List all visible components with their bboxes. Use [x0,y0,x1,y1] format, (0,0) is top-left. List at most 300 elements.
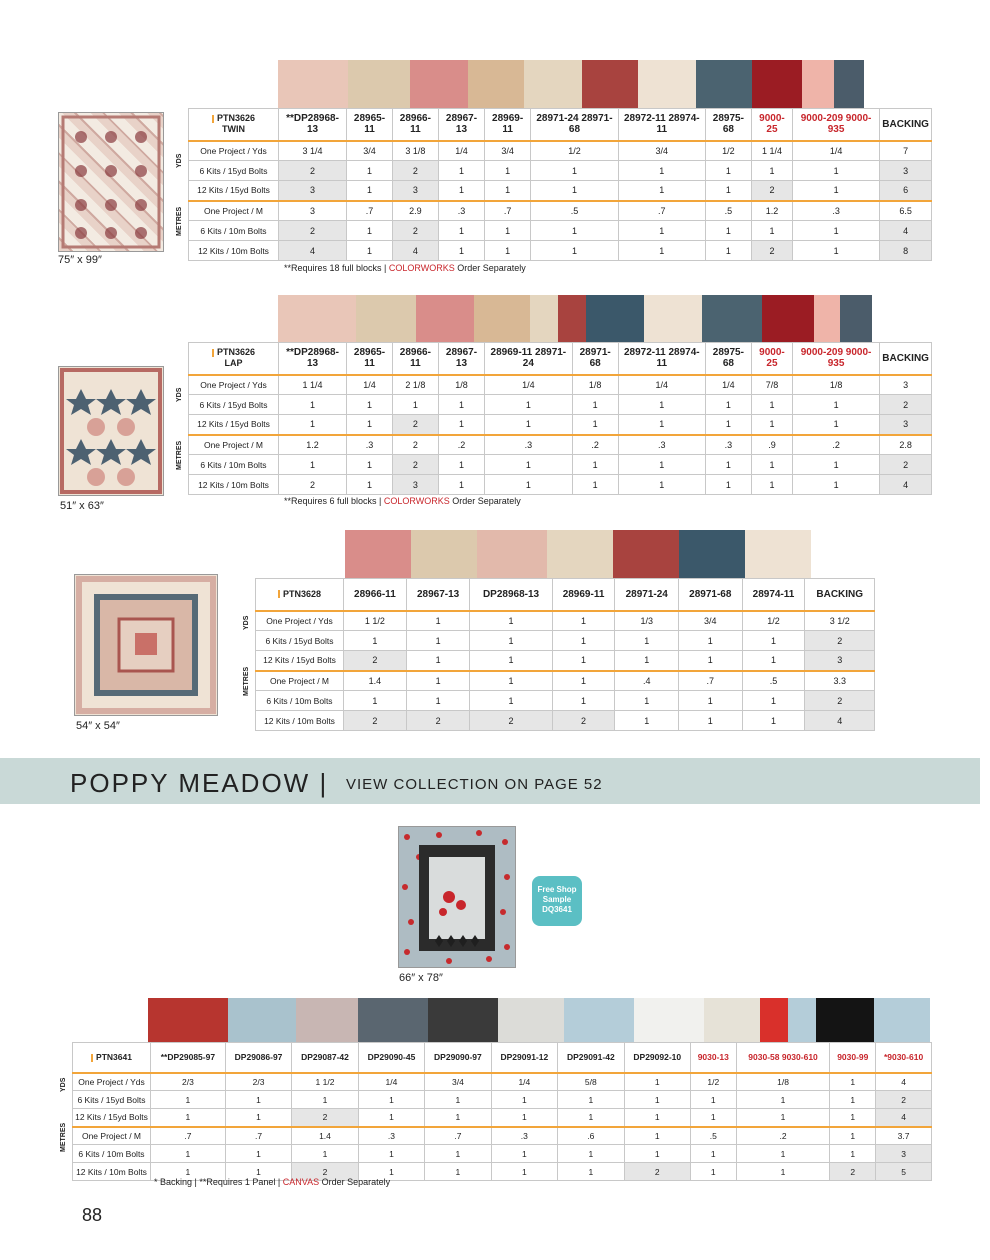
table-cell: .7 [425,1127,491,1145]
table-cell: 1 [618,241,705,261]
table-cell: 1 [485,241,531,261]
table-cell: 1 [485,181,531,201]
table-cell: 2 [624,1163,690,1181]
pattern-marker-icon [91,1054,93,1062]
row-label: 6 Kits / 15yd Bolts [189,395,279,415]
table-row [189,181,932,201]
table-cell: 1/2 [742,611,805,631]
table-cell: 1 [752,161,793,181]
table-cell: 1 [624,1145,690,1163]
table-cell: 3 1/8 [392,141,438,161]
metres-label: METRES [176,206,183,236]
fabric-column-header: 28966-11 [392,109,438,141]
metres-label: METRES [60,1122,67,1152]
fabric-column-header: BACKING [805,579,875,611]
table-cell: 1 [485,395,572,415]
table-row [256,671,875,691]
table-cell: 1 [347,395,393,415]
table-cell: 6 [880,181,932,201]
table-cell: 1 [425,1163,491,1181]
table-cell: 1 [279,455,347,475]
fabric-column-header: 28971-24 [615,579,679,611]
table-cell: 1 [618,221,705,241]
row-label: 6 Kits / 10m Bolts [73,1145,151,1163]
table-cell: 1 [438,395,484,415]
table-row [189,475,932,495]
table-cell: 1 [705,161,751,181]
table-cell: 2 [876,1091,932,1109]
table-cell: 2 [344,711,407,731]
table-cell: 1/4 [705,375,751,395]
yardage-table-lap [188,342,932,495]
table-cell: 3 [805,651,875,671]
table-cell: 1 [531,241,619,261]
fabric-column-header: DP29091-42 [558,1043,624,1073]
table-cell: 1 [618,161,705,181]
collection-title: POPPY MEADOW | [70,768,329,798]
table-cell: 3/4 [347,141,393,161]
table-cell: 1 [679,651,743,671]
table-cell: 1/8 [572,375,618,395]
table-cell: 1 [705,395,751,415]
table-cell: 1 [438,181,484,201]
table-cell: 1 [792,475,879,495]
yds-label: YDS [176,153,183,168]
table-cell: 1 [792,241,879,261]
fabric-swatches [278,60,864,108]
table-cell: 1 [552,651,615,671]
table-cell: 1 [705,415,751,435]
metres-label: METRES [176,440,183,470]
fabric-column-header: 28965-11 [347,343,393,375]
table-row [189,201,932,221]
row-label: One Project / M [73,1127,151,1145]
table-cell: 1 [531,161,619,181]
yds-label: YDS [176,387,183,402]
table-cell: 1 [470,611,552,631]
fabric-column-header: 28972-11 28974-11 [618,343,705,375]
table-cell: .6 [558,1127,624,1145]
row-label: 12 Kits / 15yd Bolts [73,1109,151,1127]
pattern-marker-icon [278,590,280,598]
table-cell: 7 [880,141,932,161]
table-cell: 1/4 [485,375,572,395]
fabric-column-header: 9000-209 9000-935 [792,343,879,375]
table-cell: 1 [679,711,743,731]
pattern-code: PTN3641 [73,1043,151,1073]
quilt-image-twin [58,112,164,252]
table-cell: 1 [792,181,879,201]
table-cell: 1 [151,1109,226,1127]
table-cell: .3 [705,435,751,455]
table-cell: 1 [679,691,743,711]
collection-page-link[interactable]: VIEW COLLECTION ON PAGE 52 [346,776,603,793]
table-cell: 1 [618,455,705,475]
pattern-code: PTN3626 TWIN [189,109,279,141]
row-label: 12 Kits / 10m Bolts [256,711,344,731]
table-cell: 1 [406,671,470,691]
table-row [189,241,932,261]
row-label: 6 Kits / 10m Bolts [189,455,279,475]
table-cell: 1 [438,161,484,181]
table-cell: 1/4 [491,1073,557,1091]
table-cell: 1 1/4 [279,375,347,395]
table-cell: 2 [752,181,793,201]
table-cell: 1 [406,611,470,631]
table-cell: 1 [347,161,393,181]
table-cell: .3 [792,201,879,221]
table-cell: 1 [485,455,572,475]
table-cell: 1 [485,221,531,241]
table-cell: 1 [292,1145,358,1163]
fabric-column-header: 28971-24 28971-68 [531,109,619,141]
table-cell: .3 [491,1127,557,1145]
table-cell: 2 [552,711,615,731]
table-cell: 1 [347,181,393,201]
quilt-size: 66″ x 78″ [399,972,443,984]
table-cell: 1 [406,651,470,671]
quilt-size: 51″ x 63″ [60,500,104,512]
table-cell: 1 [752,395,793,415]
fabric-column-header: 28967-13 [438,343,484,375]
pattern-marker-icon [212,115,214,123]
table-cell: 1 [347,475,393,495]
fabric-column-header: **DP28968-13 [279,109,347,141]
table-cell: 1 [618,475,705,495]
table-cell: 3 [392,475,438,495]
table-cell: 2 [470,711,552,731]
table-cell: 2 [392,415,438,435]
row-label: One Project / M [189,435,279,455]
table-cell: 1 [752,455,793,475]
table-cell: 1 [830,1127,876,1145]
fabric-column-header: *9030-610 [876,1043,932,1073]
table-cell: 1 1/2 [344,611,407,631]
table-cell: 1/2 [705,141,751,161]
row-label: One Project / Yds [73,1073,151,1091]
table-cell: 5/8 [558,1073,624,1091]
row-label: 6 Kits / 15yd Bolts [73,1091,151,1109]
table-row [189,395,932,415]
quilt-size: 54″ x 54″ [76,720,120,732]
row-label: 12 Kits / 10m Bolts [189,475,279,495]
table-cell: .2 [438,435,484,455]
table-cell: 1 [690,1145,736,1163]
table-note: **Requires 6 full blocks | COLORWORKS Order Separately [284,496,521,506]
pattern-code: PTN3628 [256,579,344,611]
fabric-column-header: 28972-11 28974-11 [618,109,705,141]
table-cell: .5 [690,1127,736,1145]
table-cell: 1 [470,691,552,711]
table-cell: 1 [552,671,615,691]
table-cell: 1 [470,631,552,651]
table-cell: 2 [880,455,932,475]
table-cell: 6.5 [880,201,932,221]
table-cell: 1 [438,455,484,475]
table-cell: 1 [225,1091,291,1109]
table-cell: 1 [679,631,743,651]
fabric-column-header: DP29086-97 [225,1043,291,1073]
table-cell: 3 1/4 [279,141,347,161]
table-cell: 3 [880,375,932,395]
table-cell: 1 [736,1091,830,1109]
fabric-column-header: 28971-68 [679,579,743,611]
table-cell: 8 [880,241,932,261]
table-cell: 4 [880,221,932,241]
table-cell: 1 [279,415,347,435]
table-cell: 1 [558,1091,624,1109]
fabric-column-header: DP29090-97 [425,1043,491,1073]
table-row [189,455,932,475]
table-cell: 1 [438,415,484,435]
fabric-column-header: 28971-68 [572,343,618,375]
fabric-column-header: DP29090-45 [358,1043,424,1073]
table-cell: 1 [736,1145,830,1163]
quilt-size: 75″ x 99″ [58,254,102,266]
quilt-image-ptn3641 [398,826,516,968]
table-cell: 1 [572,395,618,415]
table-cell: 1/3 [615,611,679,631]
table-cell: 1 [618,415,705,435]
table-cell: 3/4 [618,141,705,161]
table-cell: 1 [742,631,805,651]
table-cell: 1 [752,415,793,435]
table-cell: 1 1/2 [292,1073,358,1091]
table-cell: .7 [485,201,531,221]
table-cell: 1 [830,1091,876,1109]
table-cell: 1 [491,1109,557,1127]
table-cell: 1 [425,1109,491,1127]
table-cell: 1 [406,691,470,711]
table-cell: 1 [485,161,531,181]
table-cell: 1/8 [438,375,484,395]
table-cell: 1 [292,1091,358,1109]
table-cell: 1 [151,1163,226,1181]
table-cell: 1 [438,475,484,495]
table-cell: 2 [392,435,438,455]
fabric-swatches [278,295,872,343]
table-cell: 1 [615,691,679,711]
table-cell: .2 [736,1127,830,1145]
table-cell: 2/3 [225,1073,291,1091]
table-cell: 4 [876,1109,932,1127]
fabric-column-header: 9030-58 9030-610 [736,1043,830,1073]
collection-banner [0,758,980,804]
fabric-column-header: 28969-11 [485,109,531,141]
table-cell: .7 [679,671,743,691]
table-cell: 1 [531,221,619,241]
table-cell: 2 [279,221,347,241]
table-cell: 4 [805,711,875,731]
table-cell: .7 [225,1127,291,1145]
row-label: One Project / Yds [189,375,279,395]
table-cell: 1 [392,395,438,415]
table-cell: 1 [618,181,705,201]
fabric-column-header: BACKING [880,109,932,141]
table-cell: 5 [876,1163,932,1181]
table-row [73,1091,932,1109]
table-cell: 3 [880,415,932,435]
fabric-column-header: 9000-25 [752,343,793,375]
table-cell: 1 [705,455,751,475]
table-cell: 1 [225,1145,291,1163]
table-cell: .2 [792,435,879,455]
table-cell: 1 [572,415,618,435]
table-row [73,1073,932,1091]
table-cell: 1 [615,651,679,671]
table-cell: 1 [792,455,879,475]
table-cell: 1 [491,1145,557,1163]
table-cell: 1 [792,395,879,415]
table-cell: 1 [742,691,805,711]
table-cell: 1 [358,1109,424,1127]
fabric-column-header: 28967-13 [406,579,470,611]
table-row [256,611,875,631]
table-row [73,1145,932,1163]
fabric-column-header: 9000-25 [752,109,793,141]
table-cell: 1 [624,1073,690,1091]
fabric-column-header: 28974-11 [742,579,805,611]
table-cell: 1 [425,1145,491,1163]
table-cell: .3 [358,1127,424,1145]
table-cell: 1 [558,1145,624,1163]
table-cell: 1 [792,221,879,241]
table-cell: 1 [485,415,572,435]
table-cell: 1 [552,611,615,631]
table-cell: 1 [425,1091,491,1109]
table-cell: 1 [358,1163,424,1181]
table-cell: 2 [292,1163,358,1181]
fabric-column-header: 28965-11 [347,109,393,141]
table-cell: 1/2 [690,1073,736,1091]
table-cell: 1 [358,1091,424,1109]
fabric-column-header: 28969-11 28971-24 [485,343,572,375]
table-cell: 2 [805,691,875,711]
table-row [189,221,932,241]
table-cell: 1 [279,395,347,415]
table-cell: .5 [531,201,619,221]
table-note: **Requires 18 full blocks | COLORWORKS Order Separately [284,263,526,273]
table-cell: 1 [552,631,615,651]
row-label: 6 Kits / 10m Bolts [189,221,279,241]
yds-label: YDS [243,615,250,630]
table-cell: 1 [752,475,793,495]
row-label: 12 Kits / 10m Bolts [73,1163,151,1181]
table-cell: .3 [485,435,572,455]
table-cell: 1/4 [438,141,484,161]
table-cell: 2/3 [151,1073,226,1091]
table-cell: 1 [485,475,572,495]
table-row [189,161,932,181]
table-cell: 1/2 [531,141,619,161]
fabric-column-header: **DP28968-13 [279,343,347,375]
table-cell: 1 [347,221,393,241]
table-cell: 1 [615,711,679,731]
table-row [73,1109,932,1127]
table-cell: 2.8 [880,435,932,455]
row-label: One Project / M [189,201,279,221]
table-cell: 1 [151,1145,226,1163]
pattern-code: PTN3626 LAP [189,343,279,375]
table-cell: 1 [470,671,552,691]
table-cell: 1 [358,1145,424,1163]
table-cell: .7 [618,201,705,221]
table-cell: 2 [406,711,470,731]
page-number: 88 [82,1205,103,1225]
table-row [189,375,932,395]
table-cell: 1 [558,1163,624,1181]
table-cell: 3.7 [876,1127,932,1145]
table-cell: 2 [392,455,438,475]
fabric-column-header: 28967-13 [438,109,484,141]
fabric-column-header: BACKING [880,343,932,375]
table-cell: 2 [392,221,438,241]
table-cell: 3.3 [805,671,875,691]
table-cell: 2 [805,631,875,651]
table-cell: 3 [880,161,932,181]
table-cell: 1 [792,415,879,435]
table-cell: 1 [736,1109,830,1127]
quilt-image-lap [58,366,164,496]
table-note: * Backing | **Requires 1 Panel | CANVAS Order Separately [154,1177,391,1187]
yds-label: YDS [60,1077,67,1092]
table-cell: .5 [705,201,751,221]
row-label: One Project / Yds [189,141,279,161]
table-cell: 3 1/2 [805,611,875,631]
table-cell: 1 [690,1109,736,1127]
table-cell: 1 [618,395,705,415]
table-row [189,141,932,161]
table-cell: 1 [736,1163,830,1181]
pattern-marker-icon [212,349,214,357]
table-cell: .4 [615,671,679,691]
table-cell: 1 [491,1163,557,1181]
fabric-column-header: DP29091-12 [491,1043,557,1073]
table-cell: 4 [880,475,932,495]
table-cell: 1 [705,475,751,495]
table-cell: 1 [705,241,751,261]
table-cell: 1 [347,241,393,261]
table-cell: 1 [624,1127,690,1145]
yardage-table-ptn3641 [72,1042,932,1181]
table-cell: .2 [572,435,618,455]
table-cell: 1 [347,455,393,475]
free-shop-sample-badge[interactable]: Free Shop Sample DQ3641 [532,876,582,926]
table-cell: 1 [742,651,805,671]
fabric-column-header: 28975-68 [705,343,751,375]
table-row [73,1127,932,1145]
table-cell: 1 [830,1073,876,1091]
table-cell: 2 [344,651,407,671]
fabric-column-header: **DP29085-97 [151,1043,226,1073]
table-cell: 1.2 [279,435,347,455]
table-cell: 1 [752,221,793,241]
table-cell: 1 [438,221,484,241]
table-cell: 1 [742,711,805,731]
table-cell: 1 [552,691,615,711]
fabric-column-header: 9030-13 [690,1043,736,1073]
fabric-column-header: 28969-11 [552,579,615,611]
table-cell: .5 [742,671,805,691]
table-row [256,651,875,671]
table-cell: 3 [876,1145,932,1163]
table-cell: 1 [624,1091,690,1109]
fabric-column-header: DP29087-42 [292,1043,358,1073]
row-label: 6 Kits / 15yd Bolts [189,161,279,181]
table-cell: 3 [279,201,347,221]
fabric-swatches [345,530,811,578]
table-cell: 1 [705,221,751,241]
